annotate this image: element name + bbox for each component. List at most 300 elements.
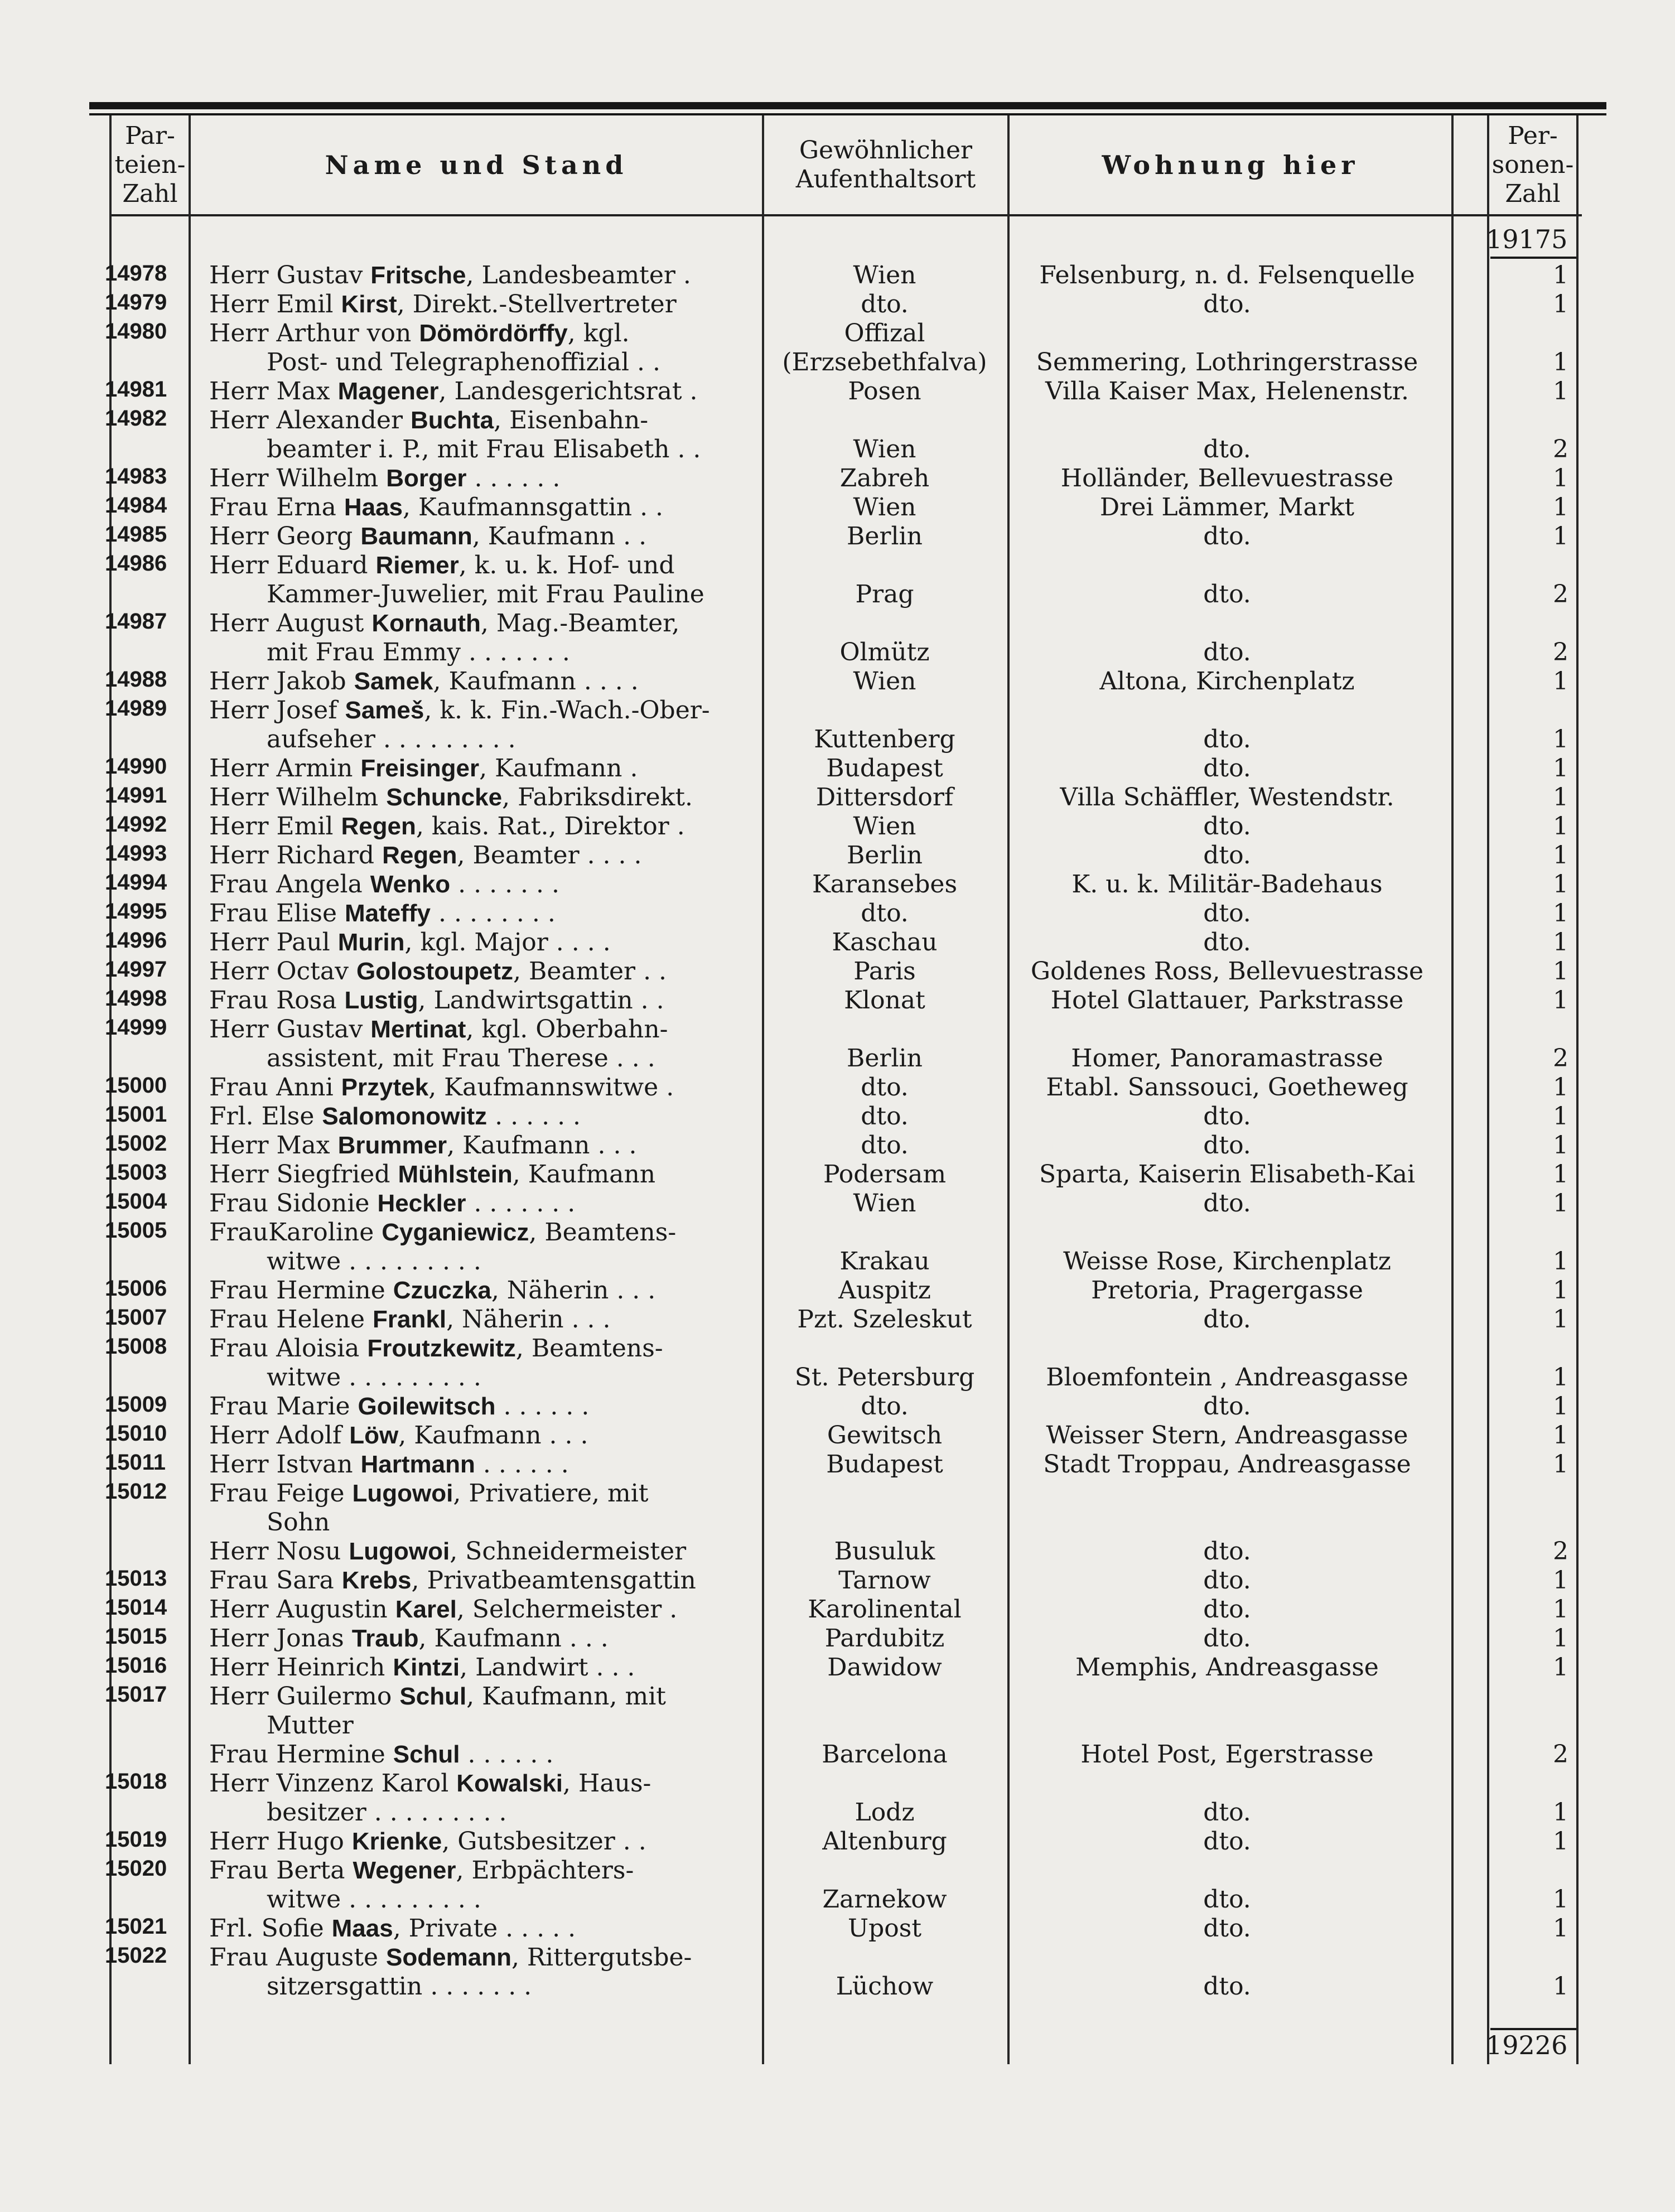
wohnung: Stadt Troppau, Andreasgasse [1043,1450,1411,1479]
surname: Regen [382,842,457,869]
personen-zahl: 2 [1553,1537,1568,1566]
surname: Cyganiewicz [382,1219,529,1246]
parteien-zahl: 14995 [105,899,167,924]
entry-name [209,1276,745,1305]
name-text: Frl. Sofie [209,1914,332,1943]
surname: Sameš [345,697,424,724]
wohnung: Villa Kaiser Max, Helenenstr. [1045,377,1409,405]
wohnung: dto. [1203,1827,1251,1856]
name-text: , Rittergutsbe- [511,1943,692,1972]
wohnung: dto. [1203,1537,1251,1566]
personen-zahl: 1 [1553,1247,1568,1276]
entry-name [209,696,745,725]
aufenthaltsort: dto. [861,290,909,318]
wohnung: dto. [1203,1798,1251,1827]
surname: Magener [337,378,439,405]
entry-name [209,493,745,521]
parteien-zahl: 14979 [105,290,167,315]
personen-zahl: 1 [1553,1363,1568,1392]
column-divider [1451,115,1454,2064]
name-text: , Kaufmann . . [472,522,647,550]
surname: Lugowoi [349,1538,450,1565]
aufenthaltsort: dto. [861,1392,909,1421]
entry-name [209,1653,745,1682]
wohnung: dto. [1203,928,1251,957]
aufenthaltsort: Dittersdorf [815,783,954,812]
surname: Regen [341,813,416,840]
parteien-zahl: 15015 [105,1624,167,1649]
name-text: . . . . . . . . [431,899,556,928]
entry-name [209,464,745,492]
entry-name [209,1479,745,1508]
entry-name-continued: beamter i. P., mit Frau Elisabeth . . [267,435,701,463]
entry-name [209,1769,745,1798]
carry-over-total: 19175 [1486,224,1568,254]
name-text: Herr Adolf [209,1421,350,1450]
aufenthaltsort: Altenburg [822,1827,947,1856]
wohnung: dto. [1203,580,1251,608]
parteien-zahl: 15010 [105,1421,167,1446]
name-text: Herr Gustav [209,1015,371,1044]
parteien-zahl: 15021 [105,1914,167,1939]
aufenthaltsort: Berlin [847,841,923,870]
name-text: Herr Heinrich [209,1653,393,1682]
personen-zahl: 1 [1553,899,1568,928]
aufenthaltsort: Berlin [847,1044,923,1073]
entry-name [209,1914,745,1943]
wohnung: dto. [1203,1972,1251,2001]
entry-name [209,1189,745,1218]
entry-name [209,667,745,696]
personen-zahl: 1 [1553,1160,1568,1189]
name-text: , Näherin . . . [491,1276,656,1305]
name-text: Herr Georg [209,522,361,550]
header-parteien-zahl: Par- teien- Zahl [114,121,186,208]
wohnung: dto. [1203,1189,1251,1218]
wohnung: Homer, Panoramastrasse [1071,1044,1383,1073]
wohnung: dto. [1203,290,1251,318]
name-text: , Eisenbahn- [494,406,649,434]
aufenthaltsort: Budapest [826,754,943,783]
surname: Brummer [337,1132,447,1159]
aufenthaltsort: Tarnow [838,1566,931,1595]
parteien-zahl: 14996 [105,928,167,953]
aufenthaltsort: Busuluk [834,1537,935,1566]
name-text: Frau Feige [209,1479,353,1508]
surname: Przytek [341,1074,429,1101]
wohnung: Semmering, Lothringerstrasse [1036,348,1418,376]
personen-zahl: 1 [1553,1392,1568,1421]
wohnung: Hotel Glattauer, Parkstrasse [1050,986,1404,1015]
surname: Heckler [377,1190,466,1217]
name-text: , Kaufmannsgattin . . [403,493,664,521]
entry-name [209,1102,745,1131]
parteien-zahl: 15011 [105,1450,166,1475]
aufenthaltsort: Dawidow [827,1653,942,1682]
entry-name-continued: mit Frau Emmy . . . . . . . [267,638,570,667]
name-text: . . . . . . [487,1102,581,1131]
surname: Krebs [341,1567,412,1594]
header-name-und-stand: Name und Stand [325,149,628,180]
surname: Wegener [353,1857,456,1884]
parteien-zahl: 15018 [105,1769,167,1794]
surname: Krienke [351,1828,442,1855]
parteien-zahl: 15004 [105,1189,167,1214]
name-text: , k. k. Fin.-Wach.-Ober- [424,696,710,725]
column-divider [1576,115,1579,2064]
wohnung: Hotel Post, Egerstrasse [1080,1740,1374,1769]
name-text: Herr Armin [209,754,361,783]
name-text: Frau Helene [209,1305,373,1334]
entry-name [209,1160,745,1189]
name-text: , Gutsbesitzer . . [442,1827,646,1856]
wohnung: Altona, Kirchenplatz [1099,667,1355,696]
entry-name-continued: witwe . . . . . . . . . [267,1247,481,1276]
personen-zahl: 2 [1553,638,1568,667]
personen-zahl: 1 [1553,1450,1568,1479]
parteien-zahl: 15012 [105,1479,167,1504]
name-text: Herr Istvan [209,1450,361,1479]
entry-name-continued: sitzersgattin . . . . . . . [267,1972,532,2001]
name-text: Frau Aloisia [209,1334,368,1363]
parteien-zahl: 15022 [105,1943,167,1968]
name-text: Herr Josef [209,696,345,725]
personen-zahl: 1 [1553,1798,1568,1827]
surname: Wenko [370,871,451,898]
name-text: Herr Augustin [209,1595,395,1624]
aufenthaltsort: Wien [853,667,916,696]
surname: Froutzkewitz [367,1335,516,1362]
aufenthaltsort: Wien [853,435,916,463]
name-text: , Fabriksdirekt. [502,783,693,812]
personen-zahl: 1 [1553,986,1568,1015]
wohnung: dto. [1203,1885,1251,1914]
name-text: Herr Richard [209,841,383,870]
personen-zahl: 1 [1553,754,1568,783]
entry-name [209,1421,745,1450]
name-text: Herr Nosu [209,1537,349,1566]
parteien-zahl: 15014 [105,1595,167,1620]
personen-zahl: 1 [1553,522,1568,550]
aufenthaltsort: Krakau [839,1247,930,1276]
entry-name [209,377,745,405]
aufenthaltsort: Podersam [823,1160,947,1189]
entry-name [209,1334,745,1363]
parteien-zahl: 14998 [105,986,167,1011]
personen-zahl: 1 [1553,348,1568,376]
entry-name [209,1682,745,1711]
name-text: , Kaufmann . . . [398,1421,588,1450]
entry-name-continued: besitzer . . . . . . . . . [267,1798,507,1827]
entry-name [209,1392,745,1421]
surname: Haas [344,494,403,521]
entry-name [209,1537,745,1566]
aufenthaltsort: Gewitsch [827,1421,943,1450]
entry-name [209,1624,745,1653]
aufenthaltsort: dto. [861,899,909,928]
entry-name-continued: witwe . . . . . . . . . [267,1885,481,1914]
parteien-zahl: 15002 [105,1131,167,1156]
entry-name [209,783,745,812]
name-text: , Direkt.-Stellvertreter [397,290,677,318]
name-text: , Private . . . . . [393,1914,576,1943]
personen-zahl: 2 [1553,1740,1568,1769]
surname: Murin [337,929,405,956]
entry-name [209,261,745,289]
surname: Borger [386,465,467,492]
name-text: , Kaufmann . [479,754,638,783]
aufenthaltsort: Wien [853,1189,916,1218]
parteien-zahl: 14992 [105,812,167,837]
entry-name [209,957,745,986]
name-text: Herr Max [209,1131,338,1160]
surname: Golostoupetz [356,958,514,985]
aufenthaltsort: Wien [853,261,916,289]
wohnung: dto. [1203,841,1251,870]
wohnung: Bloemfontein , Andreasgasse [1046,1363,1408,1392]
surname: Baumann [360,523,472,550]
entry-name [209,841,745,870]
entry-name [209,1740,745,1769]
parteien-zahl: 14997 [105,957,167,982]
name-text: Herr Arthur von [209,319,419,347]
wohnung: dto. [1203,522,1251,550]
aufenthaltsort: Pardubitz [824,1624,945,1653]
carry-over-rule [1490,257,1576,259]
personen-zahl: 1 [1553,290,1568,318]
parteien-zahl: 14993 [105,841,167,866]
aufenthaltsort: Lodz [855,1798,915,1827]
name-text: . . . . . . [466,464,561,492]
name-text: Frau Anni [209,1073,341,1102]
aufenthaltsort: Karansebes [812,870,958,899]
name-text: , Beamter . . [513,957,667,986]
personen-zahl: 1 [1553,812,1568,841]
name-text: , Landwirtsgattin . . [418,986,664,1015]
entry-name-continued: Post- und Telegraphenoffizial . . [267,348,660,376]
personen-zahl: 1 [1553,928,1568,957]
name-text: , Beamtens- [529,1218,677,1247]
personen-zahl: 1 [1553,1885,1568,1914]
parteien-zahl: 14982 [105,406,167,431]
name-text: , Haus- [563,1769,651,1798]
entry-name [209,551,745,579]
personen-zahl: 1 [1553,261,1568,289]
entry-name [209,1015,745,1044]
name-text: , Kaufmannswitwe . [428,1073,674,1102]
personen-zahl: 1 [1553,377,1568,405]
personen-zahl: 1 [1553,464,1568,492]
name-text: . . . . . . [495,1392,590,1421]
aufenthaltsort: Auspitz [838,1276,931,1305]
parteien-zahl: 15008 [105,1334,167,1359]
surname: Salomonowitz [322,1103,487,1130]
parteien-zahl: 14980 [105,319,167,344]
name-text: , Kaufmann . . . [447,1131,637,1160]
top-rule-thick [89,102,1606,109]
name-text: Herr Max [209,377,338,405]
personen-zahl: 1 [1553,1653,1568,1682]
entry-name [209,522,745,550]
name-text: Herr Guilermo [209,1682,400,1711]
entry-name [209,928,745,957]
wohnung: dto. [1203,1392,1251,1421]
wohnung: dto. [1203,899,1251,928]
parteien-zahl: 15007 [105,1305,167,1330]
name-text: Herr Hugo [209,1827,352,1856]
surname: Frankl [373,1306,447,1333]
entry-name [209,319,745,347]
header-rule [109,214,1582,216]
surname: Freisinger [360,755,480,782]
wohnung: dto. [1203,1914,1251,1943]
personen-zahl: 1 [1553,1914,1568,1943]
aufenthaltsort: dto. [861,1131,909,1160]
aufenthaltsort: St. Petersburg [794,1363,975,1392]
parteien-zahl: 15009 [105,1392,167,1417]
name-text: Frau Marie [209,1392,358,1421]
personen-zahl: 1 [1553,1827,1568,1856]
name-text: , Beamtens- [515,1334,663,1363]
parteien-zahl: 14986 [105,551,167,576]
entry-name [209,754,745,783]
name-text: Herr Wilhelm [209,783,387,812]
personen-zahl: 1 [1553,667,1568,696]
parteien-zahl: 14988 [105,667,167,692]
personen-zahl: 1 [1553,1276,1568,1305]
name-text: Herr August [209,609,372,637]
surname: Goilewitsch [358,1393,496,1420]
surname: Karel [395,1596,457,1623]
surname: Lustig [344,987,418,1014]
aufenthaltsort: Budapest [826,1450,943,1479]
aufenthaltsort: Prag [855,580,914,608]
name-text: , Landesgerichtsrat . [438,377,698,405]
entry-name-continued: Kammer-Juwelier, mit Frau Pauline [267,580,704,608]
aufenthaltsort: (Erzsebethfalva) [782,348,987,376]
aufenthaltsort: Paris [853,957,916,986]
surname: Schul [393,1741,460,1768]
name-text: , Privatiere, mit [453,1479,649,1508]
entry-name [209,899,745,928]
parteien-zahl: 14990 [105,754,167,779]
wohnung: dto. [1203,1566,1251,1595]
name-text: Herr Siegfried [209,1160,398,1189]
parteien-zahl: 15003 [105,1160,167,1185]
name-text: Frau Berta [209,1856,353,1885]
aufenthaltsort: Pzt. Szeleskut [797,1305,972,1334]
name-text: Herr Emil [209,290,341,318]
entry-name [209,1073,745,1102]
name-text: Frau Erna [209,493,344,521]
name-text: Frau Hermine [209,1740,393,1769]
entry-name [209,1450,745,1479]
wohnung: Sparta, Kaiserin Elisabeth-Kai [1039,1160,1416,1189]
wohnung: K. u. k. Militär-Badehaus [1071,870,1383,899]
personen-zahl: 1 [1553,1305,1568,1334]
parteien-zahl: 15013 [105,1566,167,1591]
personen-zahl: 1 [1553,1624,1568,1653]
surname: Mateffy [345,900,431,927]
name-text: , Privatbeamtensgattin [411,1566,696,1595]
name-text: Frau Elise [209,899,345,928]
wohnung: dto. [1203,725,1251,754]
aufenthaltsort: Klonat [844,986,925,1015]
entry-name [209,1943,745,1972]
parteien-zahl: 14989 [105,696,167,721]
wohnung: dto. [1203,638,1251,667]
name-text: Herr Emil [209,812,341,841]
entry-name [209,1856,745,1885]
name-text: Frau Sidonie [209,1189,378,1218]
parteien-zahl: 14984 [105,493,167,518]
name-text: , kais. Rat., Direktor . [416,812,685,841]
wohnung: Holländer, Bellevuestrasse [1060,464,1394,492]
surname: Kowalski [456,1770,563,1797]
name-text: Herr Octav [209,957,356,986]
name-text: . . . . . . . [450,870,559,899]
entry-name [209,406,745,434]
parteien-zahl: 15000 [105,1073,167,1098]
name-text: . . . . . . [460,1740,554,1769]
surname: Kirst [341,291,397,318]
surname: Sodemann [386,1944,511,1971]
entry-name [209,870,745,899]
header-wohnung-hier: Wohnung hier [1102,149,1359,180]
aufenthaltsort: Wien [853,812,916,841]
parteien-zahl: 14994 [105,870,167,895]
parteien-zahl: 15001 [105,1102,167,1127]
name-text: , k. u. k. Hof- und [458,551,675,579]
entry-name [209,609,745,637]
name-text: Herr Wilhelm [209,464,387,492]
surname: Mühlstein [398,1161,513,1188]
name-text: , Mag.-Beamter, [480,609,680,637]
surname: Hartmann [360,1451,475,1478]
parteien-zahl: 14983 [105,464,167,489]
wohnung: dto. [1203,1131,1251,1160]
entry-name [209,1566,745,1595]
surname: Fritsche [370,262,466,289]
surname: Riemer [375,552,459,579]
name-text: , Erbpächters- [456,1856,634,1885]
surname: Czuczka [393,1277,491,1304]
aufenthaltsort: Zabreh [839,464,930,492]
wohnung: Pretoria, Pragergasse [1091,1276,1363,1305]
aufenthaltsort: Karolinental [808,1595,962,1624]
entry-name-continued: Sohn [267,1508,330,1537]
name-text: , Landesbeamter . [466,261,691,289]
final-total: 19226 [1486,2030,1568,2060]
name-text: , Näherin . . . [446,1305,611,1334]
parteien-zahl: 15019 [105,1827,167,1852]
personen-zahl: 1 [1553,783,1568,812]
name-text: Herr Jonas [209,1624,352,1653]
surname: Mertinat [370,1016,466,1043]
parteien-zahl: 14978 [105,261,167,286]
personen-zahl: 1 [1553,493,1568,521]
surname: Samek [354,668,433,695]
name-text: , kgl. [567,319,630,347]
aufenthaltsort: Wien [853,493,916,521]
entry-name-continued: aufseher . . . . . . . . . [267,725,516,754]
personen-zahl: 1 [1553,725,1568,754]
name-text: , Beamter . . . . [457,841,642,870]
parteien-zahl: 14999 [105,1015,167,1040]
name-text: Herr Eduard [209,551,376,579]
aufenthaltsort: Berlin [847,522,923,550]
name-text: , Kaufmann, mit [466,1682,666,1711]
